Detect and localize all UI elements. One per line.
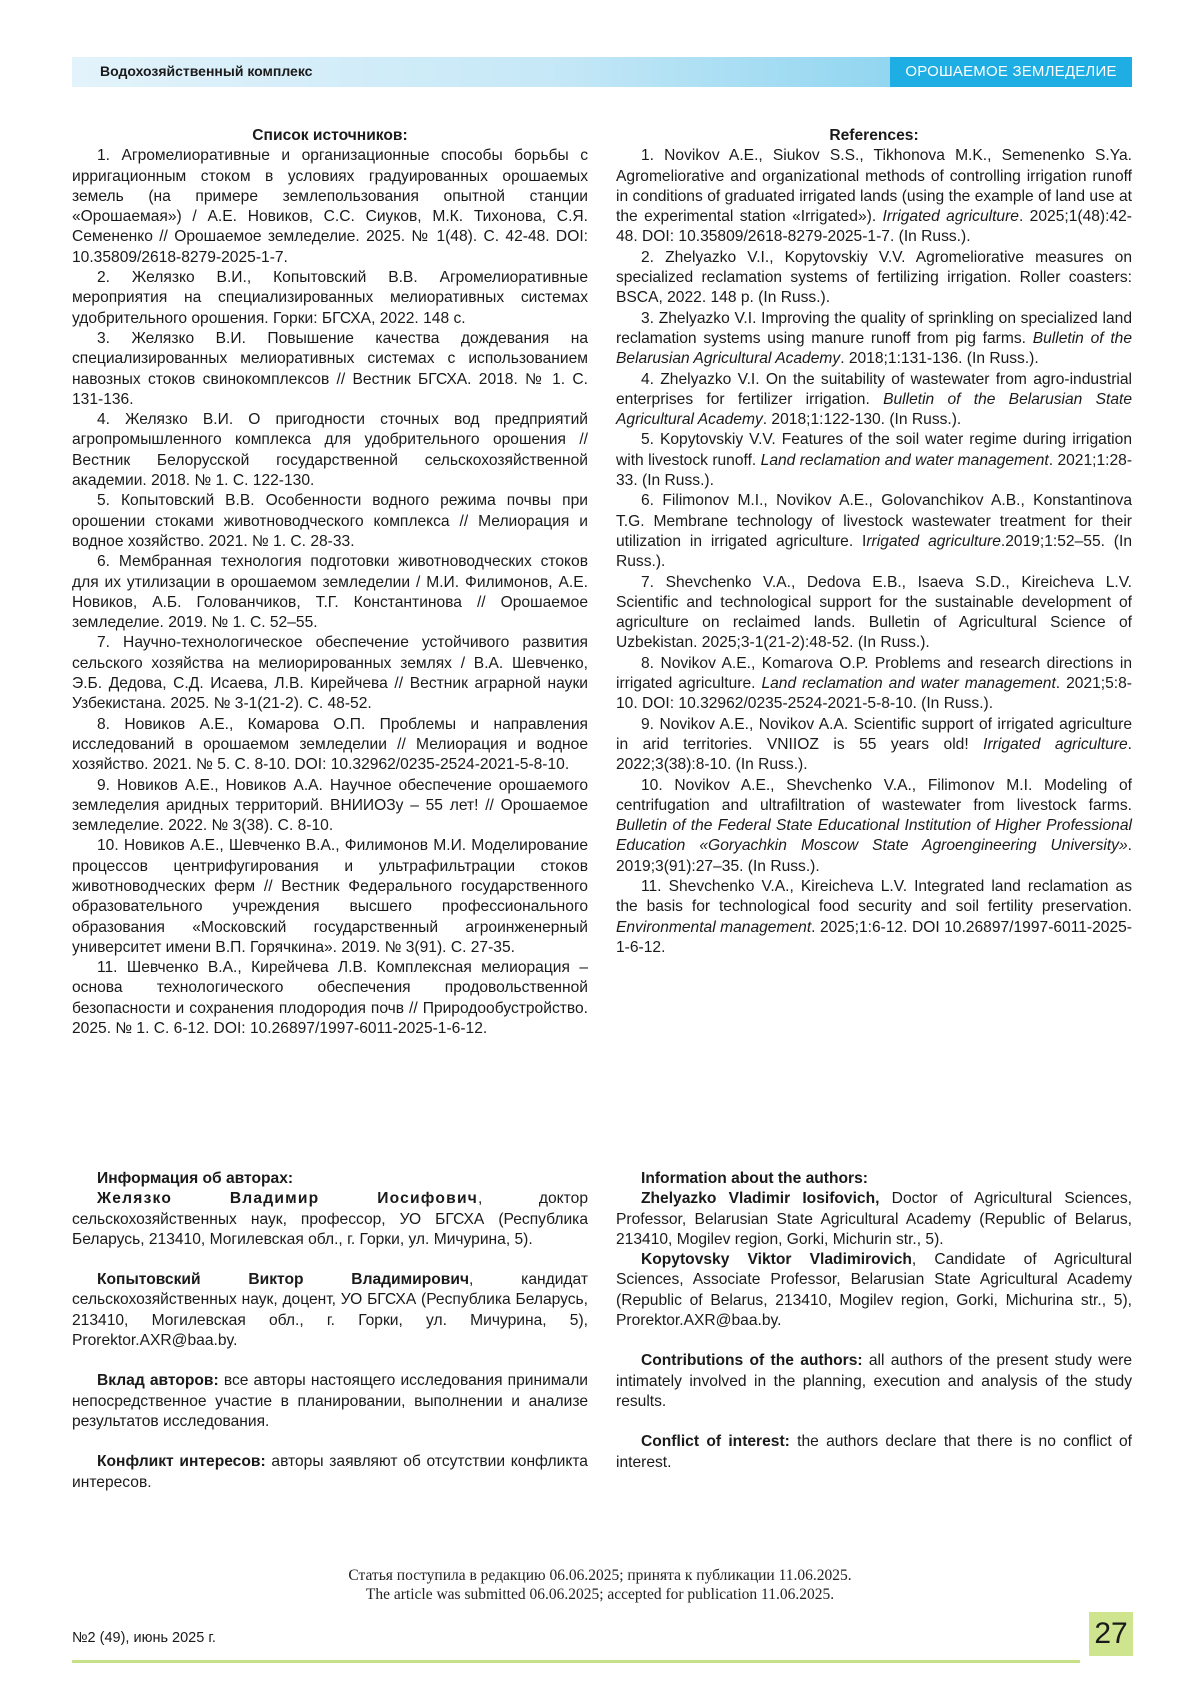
reference-en-journal: Environmental management	[616, 918, 812, 936]
references-ru-title: Список источников:	[252, 127, 408, 144]
reference-en-text: 4. Zhelyazko V.I. On the suitability of wastewater from agro-industrial enterprises for fertilizer irrigation.	[616, 370, 1132, 408]
reference-en-journal: Bulletin of the Belarusian State Agricultural Academy	[616, 390, 1133, 429]
section-title: Водохозяйственный комплекс	[100, 63, 313, 79]
author1-ru-name: Желязко Владимир Иосифович	[97, 1190, 478, 1208]
reference-en-item	[616, 248, 1132, 309]
reference-en-item	[616, 573, 1132, 654]
reference-en-details: . 2022;3(38):8-10. (In Russ.).	[616, 735, 1132, 774]
conflict-en-label: Conflict of interest:	[641, 1433, 790, 1451]
running-header	[72, 57, 1132, 87]
reference-ru-item: 10. Новиков А.Е., Шевченко В.А., Филимонов М.И. Моделирование процессов центрифугирования и ультрафильтрации стоков животноводческих ферм // Вестник Федерального государственного образовательного учреждения высшего профессионального образования «Московский государственный агроинженерный университет имени В.П. Горячкина». 2019. № 3(91). С. 27-35.	[72, 837, 588, 956]
reference-en-journal: Bulletin of the Belarusian Agricultural Academy	[616, 329, 1132, 368]
reference-en-journal: Bulletin of the Federal State Educational Institution of Higher Professional Education «Goryachkin Moscow State Agroengineering University»	[616, 817, 1132, 855]
contrib-en-label: Contributions of the authors:	[641, 1352, 863, 1370]
reference-en-journal: rrigated agriculture	[866, 532, 1001, 550]
reference-en-details: . 2021;5:8-10. DOI: 10.32962/0235-2524-2021-5-8-10. (In Russ.).	[616, 675, 1132, 713]
rubric-label: ОРОШАЕМОЕ ЗЕМЛЕДЕЛИЕ	[890, 57, 1132, 87]
conflict-ru-text: авторы заявляют об отсутствии конфликта интересов.	[72, 1453, 588, 1491]
reference-en-text: 10. Novikov A.E., Shevchenko V.A., Filimonov M.I. Modeling of centrifugation and ultrafiltration of wastewater from livestock farms.	[616, 776, 1132, 814]
footer-divider	[72, 1660, 1080, 1663]
reference-en-journal: Land reclamation and water management	[760, 451, 1049, 469]
page-number: 27	[1089, 1612, 1133, 1656]
reference-en-details: . 2025;1(48):42-48. DOI: 10.35809/2618-8279-2025-1-7. (In Russ.).	[616, 208, 1132, 246]
reference-en-details: .2019;1:52–55. (In Russ.).	[616, 532, 1132, 571]
reference-en-text: 7. Shevchenko V.A., Dedova E.B., Isaeva S.D., Kireicheva L.V. Scientific and technological support for the sustainable development of agriculture on reclaimed lands. Bulletin of Agricultural Science of Uzbekistan. 2025;3-1(21-2):48-52. (In Russ.).	[616, 573, 1132, 652]
references-en	[616, 126, 1132, 958]
reference-en-details: . 2018;1:122-130. (In Russ.).	[762, 411, 962, 429]
reference-en-text: 8. Novikov A.E., Komarova O.P. Problems and research directions in irrigated agriculture.	[616, 654, 1132, 693]
reference-en-item	[616, 491, 1132, 572]
reference-ru-item: 5. Копытовский В.В. Особенности водного режима почвы при орошении стоками животноводческого комплекса // Мелиорация и водное хозяйство. 2021. № 1. С. 28-33.	[72, 492, 588, 550]
reference-ru-item: 11. Шевченко В.А., Кирейчева Л.В. Комплексная мелиорация – основа технологического обеспечения продовольственной безопасности и сохранения плодородия почв // Природообустройство. 2025. № 1. С. 6-12. DOI: 10.26897/1997-6011-2025-1-6-12.	[72, 959, 588, 1038]
reference-ru-item: 1. Агромелиоративные и организационные способы борьбы с ирригационным стоком в условиях градуированных орошаемых земель (на примере землепользования опытной станции «Орошаемая») / А.Е. Новиков, С.С. Сиуков, М.К. Тихонова, С.Я. Семененко // Орошаемое земледелие. 2025. № 1(48). С. 42-48. DOI: 10.35809/2618-8279-2025-1-7.	[72, 147, 588, 266]
submission-note	[0, 1566, 1200, 1604]
references-en-title: References:	[829, 127, 919, 144]
reference-en-text: 9. Novikov A.E., Novikov A.A. Scientific support of irrigated agriculture in arid territories. VNIIOZ is 55 years old!	[616, 715, 1132, 753]
reference-en-item	[616, 370, 1132, 431]
reference-en-text: 11. Shevchenko V.A., Kireicheva L.V. Integrated land reclamation as the basis for technological food security and soil fertility preservation.	[616, 877, 1132, 916]
conflict-en-text: the authors declare that there is no conflict of interest.	[616, 1433, 1132, 1471]
reference-en-journal: Irrigated agriculture	[882, 208, 1019, 226]
reference-en-journal: Irrigated agriculture	[983, 735, 1128, 753]
reference-ru-item: 9. Новиков А.Е., Новиков А.А. Научное обеспечение орошаемого земледелия аридных территорий. ВНИИОЗу – 55 лет! // Орошаемое земледелие. 2022. № 3(38). С. 8-10.	[72, 776, 588, 835]
authors-info-en	[616, 1169, 1132, 1473]
author2-ru-details: , кандидат сельскохозяйственных наук, доцент, УО БГСХА (Республика Беларусь, 213410, Могилевская обл., г. Горки, ул. Мичурина, 5), Prorektor.AXR@baa.by.	[72, 1271, 588, 1350]
reference-en-item	[616, 877, 1132, 958]
reference-ru-item: 8. Новиков А.Е., Комарова О.П. Проблемы и направления исследований в орошаемом земледелии // Мелиорация и водное хозяйство. 2021. № 5. С. 8-10. DOI: 10.32962/0235-2524-2021-5-8-10.	[72, 715, 588, 774]
reference-en-text: 6. Filimonov M.I., Novikov A.E., Golovanchikov A.B., Konstantinova T.G. Membrane technology of livestock wastewater treatment for their utilization in irrigated agriculture. I	[616, 492, 1132, 550]
reference-en-text: 3. Zhelyazko V.I. Improving the quality of sprinkling on specialized land reclamation systems using manure runoff from pig farms.	[616, 309, 1132, 347]
conflict-ru-label: Конфликт интересов:	[97, 1453, 266, 1471]
author2-en-details: , Candidate of Agricultural Sciences, Associate Professor, Belarusian State Agricultural Academy (Republic of Belarus, 213410, Mogilev region, Gorki, Michurina str., 5), Prorektor.AXR@baa.by.	[616, 1251, 1132, 1330]
reference-en-details: . 2019;3(91):27–35. (In Russ.).	[616, 837, 1132, 875]
contrib-ru-label: Вклад авторов:	[97, 1372, 219, 1390]
reference-en-text: 1. Novikov A.E., Siukov S.S., Tikhonova M.K., Semenenko S.Ya. Agromeliorative and organizational methods of controlling irrigation runoff in conditions of graduated irrigated lands (using the example of land use at the experimental station «Irrigated»).	[616, 147, 1132, 226]
contrib-en-text: all authors of the present study were intimately involved in the planning, execution and analysis of the study results.	[616, 1352, 1132, 1410]
references-ru-list	[72, 146, 588, 1039]
reference-en-item	[616, 430, 1132, 491]
references-ru	[72, 126, 588, 1039]
reference-ru-item: 6. Мембранная технология подготовки животноводческих стоков для их утилизации в орошаемом земледелии / М.И. Филимонов, А.Е. Новиков, А.Б. Голованчиков, Т.Г. Константинова // Орошаемое земледелие. 2019. № 1. С. 52–55.	[72, 553, 588, 632]
reference-en-details: . 2021;1:28-33. (In Russ.).	[616, 451, 1133, 490]
author1-en-name: Zhelyazko Vladimir Iosifovich,	[641, 1190, 880, 1208]
reference-en-item	[616, 309, 1132, 370]
reference-ru-item: 7. Научно-технологическое обеспечение устойчивого развития сельского хозяйства на мелиорированных землях / В.А. Шевченко, Э.Б. Дедова, С.Д. Исаева, Л.В. Кирейчева // Вестник аграрной науки Узбекистана. 2025. № 3-1(21-2). С. 48-52.	[72, 634, 588, 713]
reference-en-journal: Land reclamation and water management	[761, 675, 1056, 693]
issue-info: №2 (49), июнь 2025 г.	[72, 1630, 216, 1646]
author2-ru-name: Копытовский Виктор Владимирович	[97, 1271, 470, 1289]
authors-info-ru	[72, 1169, 588, 1493]
authors-ru-title: Информация об авторах:	[97, 1170, 294, 1187]
reference-en-item	[616, 146, 1132, 247]
reference-ru-item: 3. Желязко В.И. Повышение качества дождевания на специализированных мелиоративных системах с использованием навозных стоков свинокомплексов // Вестник БГСХА. 2018. № 1. С. 131-136.	[72, 329, 588, 408]
contrib-ru-text: все авторы настоящего исследования принимали непосредственное участие в планировании, выполнении и анализе результатов исследования.	[72, 1372, 589, 1430]
submission-note-ru: Статья поступила в редакцию 06.06.2025; принята к публикации 11.06.2025.	[348, 1567, 852, 1584]
reference-en-text: 2. Zhelyazko V.I., Kopytovskiy V.V. Agromeliorative measures on specialized reclamation systems of fertilizing irrigation. Roller coasters: BSCA, 2022. 148 p. (In Russ.).	[616, 248, 1132, 307]
author2-en-name: Kopytovsky Viktor Vladimirovich	[641, 1251, 912, 1269]
reference-en-item	[616, 654, 1132, 715]
author1-en-details: Doctor of Agricultural Sciences, Professor, Belarusian State Agricultural Academy (Republic of Belarus, 213410, Mogilev region, Gorki, Michurin str., 5).	[616, 1190, 1132, 1248]
author1-ru-details: , доктор сельскохозяйственных наук, профессор, УО БГСХА (Республика Беларусь, 213410, Могилевская обл., г. Горки, ул. Мичурина, 5).	[72, 1190, 588, 1248]
reference-ru-item: 4. Желязко В.И. О пригодности сточных вод предприятий агропромышленного комплекса для удобрительного орошения // Вестник Белорусской государственной сельскохозяйственной академии. 2018. № 1. С. 122-130.	[72, 411, 588, 490]
reference-en-text: 5. Kopytovskiy V.V. Features of the soil water regime during irrigation with livestock runoff.	[616, 431, 1132, 469]
authors-en-title: Information about the authors:	[641, 1170, 868, 1187]
submission-note-en: The article was submitted 06.06.2025; accepted for publication 11.06.2025.	[365, 1586, 835, 1603]
reference-ru-item: 2. Желязко В.И., Копытовский В.В. Агромелиоративные мероприятия на специализированных мелиоративных системах удобрительного орошения. Горки: БГСХА, 2022. 148 с.	[72, 269, 588, 327]
reference-en-details: . 2025;1:6-12. DOI 10.26897/1997-6011-2025-1-6-12.	[616, 918, 1132, 956]
references-en-list	[616, 146, 1132, 958]
reference-en-item	[616, 715, 1132, 776]
reference-en-details: . 2018;1:131-136. (In Russ.).	[840, 350, 1039, 368]
reference-en-item	[616, 776, 1132, 877]
